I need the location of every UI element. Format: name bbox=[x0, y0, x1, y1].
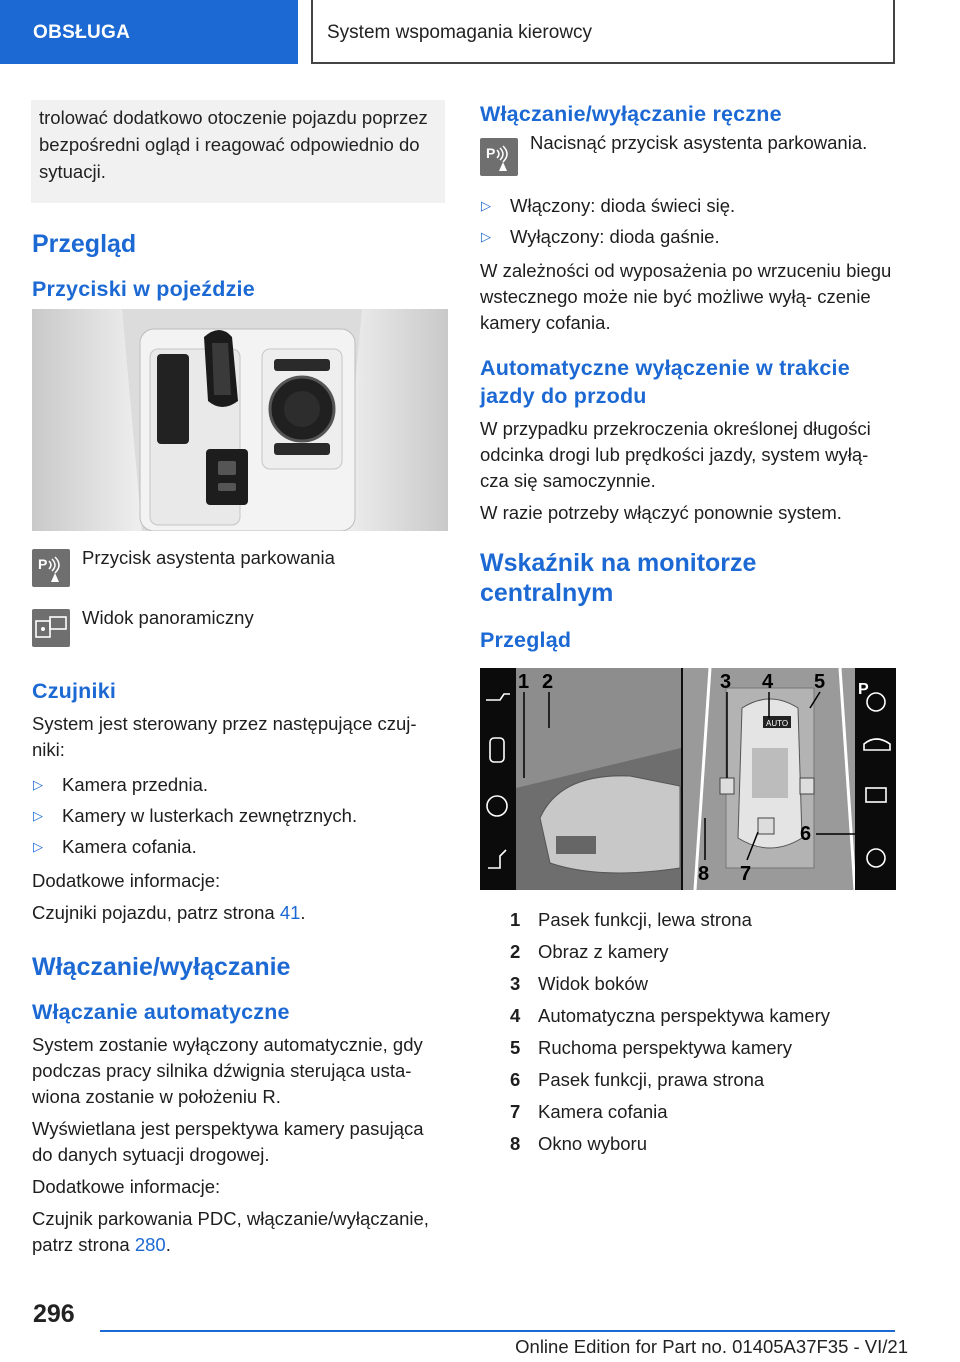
heading-indicator: Wskaźnik na monitorze centralnym bbox=[480, 549, 757, 607]
sensors-intro: System jest sterowany przez następujące czuj- niki: bbox=[32, 713, 417, 760]
manual-instruction-row bbox=[480, 134, 896, 176]
bullet-triangle-icon: ▷ bbox=[33, 777, 43, 792]
heading-auto-on: Włączanie automatyczne bbox=[32, 1000, 290, 1024]
chapter-title: System wspomagania kierowcy bbox=[311, 0, 895, 64]
section-tab: OBSŁUGA bbox=[0, 0, 298, 64]
pdc-reference: Czujnik parkowania PDC, włączanie/wyłączanie, patrz strona 280. bbox=[32, 1208, 429, 1255]
panorama-view-icon bbox=[32, 609, 70, 647]
bullet-triangle-icon: ▷ bbox=[481, 198, 491, 213]
legend-item: 4 Automatyczna perspektywa kamery bbox=[510, 1005, 831, 1026]
auto-paragraph-1: System zostanie wyłączony automatycznie, gdy podczas pracy silnika dźwignia sterująca usta- wiona zostanie w położeniu R. bbox=[32, 1034, 423, 1107]
heading-overview-2: Przegląd bbox=[480, 628, 572, 652]
heading-manual: Włączanie/wyłączanie ręczne bbox=[480, 102, 782, 126]
camera-screen-image bbox=[480, 668, 896, 890]
more-info-label: Dodatkowe informacje: bbox=[32, 870, 221, 891]
button-row-parking bbox=[32, 545, 448, 587]
footer-divider bbox=[100, 1330, 895, 1332]
legend-item: 3 Widok boków bbox=[510, 973, 649, 994]
manual-state-list bbox=[480, 190, 896, 252]
more-info-label: Dodatkowe informacje: bbox=[32, 1176, 221, 1197]
callout-6: 6 bbox=[800, 823, 812, 845]
legend-item: 6 Pasek funkcji, prawa strona bbox=[510, 1069, 765, 1090]
list-item: ▷ Włączony: dioda świeci się. bbox=[480, 190, 896, 221]
callout-1: 1 bbox=[518, 671, 530, 693]
manual-note: W zależności od wyposażenia po wrzuceniu biegu wstecznego może nie być możliwe wyłą- czenie kamery cofania. bbox=[480, 260, 892, 333]
callout-3: 3 bbox=[720, 671, 732, 693]
list-item: ▷ Kamera cofania. bbox=[32, 831, 448, 862]
heading-buttons: Przyciski w pojeździe bbox=[32, 277, 255, 301]
park-label: P bbox=[858, 681, 869, 698]
legend-item: 1 Pasek funkcji, lewa strona bbox=[510, 909, 752, 930]
callout-4: 4 bbox=[762, 671, 774, 693]
button-label-parking: Przycisk asystenta parkowania bbox=[82, 547, 335, 568]
auto-off-paragraph-2: W razie potrzeby włączyć ponownie system. bbox=[480, 502, 842, 523]
right-column bbox=[480, 100, 896, 1160]
legend-item: 2 Obraz z kamery bbox=[510, 941, 669, 962]
auto-off-paragraph-1: W przypadku przekroczenia określonej długości odcinka drogi lub prędkości jazdy, system wyłą- cza się samoczynnie. bbox=[480, 418, 871, 491]
bullet-triangle-icon: ▷ bbox=[33, 839, 43, 854]
auto-paragraph-2: Wyświetlana jest perspektywa kamery pasująca do danych sytuacji drogowej. bbox=[32, 1118, 424, 1165]
legend-item: 8 Okno wyboru bbox=[510, 1133, 647, 1154]
button-label-panorama: Widok panoramiczny bbox=[82, 607, 254, 628]
legend-item: 5 Ruchoma perspektywa kamery bbox=[510, 1037, 792, 1058]
edition-note: Online Edition for Part no. 01405A37F35 - VI/21 bbox=[515, 1336, 908, 1357]
parking-assistant-icon bbox=[480, 138, 518, 176]
heading-onoff: Włączanie/wyłączanie bbox=[32, 953, 291, 981]
auto-label: AUTO bbox=[766, 719, 789, 728]
page-number: 296 bbox=[33, 1300, 75, 1328]
button-row-panorama bbox=[32, 605, 448, 647]
notice-box: trolować dodatkowo otoczenie pojazdu poprzez bezpośredni ogląd i reagować odpowiednio do sytuacji. bbox=[31, 100, 445, 203]
callout-8: 8 bbox=[698, 863, 710, 885]
callout-5: 5 bbox=[814, 671, 826, 693]
manual-instruction: Nacisnąć przycisk asystenta parkowania. bbox=[530, 132, 868, 153]
console-photo bbox=[32, 309, 448, 531]
list-item: ▷ Kamera przednia. bbox=[32, 769, 448, 800]
sensor-list bbox=[32, 769, 448, 862]
legend-item: 7 Kamera cofania bbox=[510, 1101, 668, 1122]
parking-assistant-icon bbox=[32, 549, 70, 587]
sensors-reference: Czujniki pojazdu, patrz strona 41. bbox=[32, 902, 306, 923]
camera-screen-illustration bbox=[480, 668, 896, 890]
callout-7: 7 bbox=[740, 863, 752, 885]
legend-list bbox=[480, 904, 896, 1160]
bullet-triangle-icon: ▷ bbox=[481, 229, 491, 244]
page-link-41[interactable]: 41 bbox=[279, 902, 301, 923]
console-illustration bbox=[32, 309, 448, 531]
heading-auto-off: Automatyczne wyłączenie w trakcie jazdy do przodu bbox=[480, 356, 850, 408]
list-item: ▷ Kamery w lusterkach zewnętrznych. bbox=[32, 800, 448, 831]
bullet-triangle-icon: ▷ bbox=[33, 808, 43, 823]
svg-text:P: P bbox=[486, 145, 496, 161]
page-link-280[interactable]: 280 bbox=[134, 1234, 166, 1255]
callout-2: 2 bbox=[542, 671, 554, 693]
heading-overview: Przegląd bbox=[32, 230, 137, 258]
heading-sensors: Czujniki bbox=[32, 679, 117, 703]
left-column bbox=[32, 100, 448, 1264]
svg-text:P: P bbox=[38, 556, 48, 572]
list-item: ▷ Wyłączony: dioda gaśnie. bbox=[480, 221, 896, 252]
